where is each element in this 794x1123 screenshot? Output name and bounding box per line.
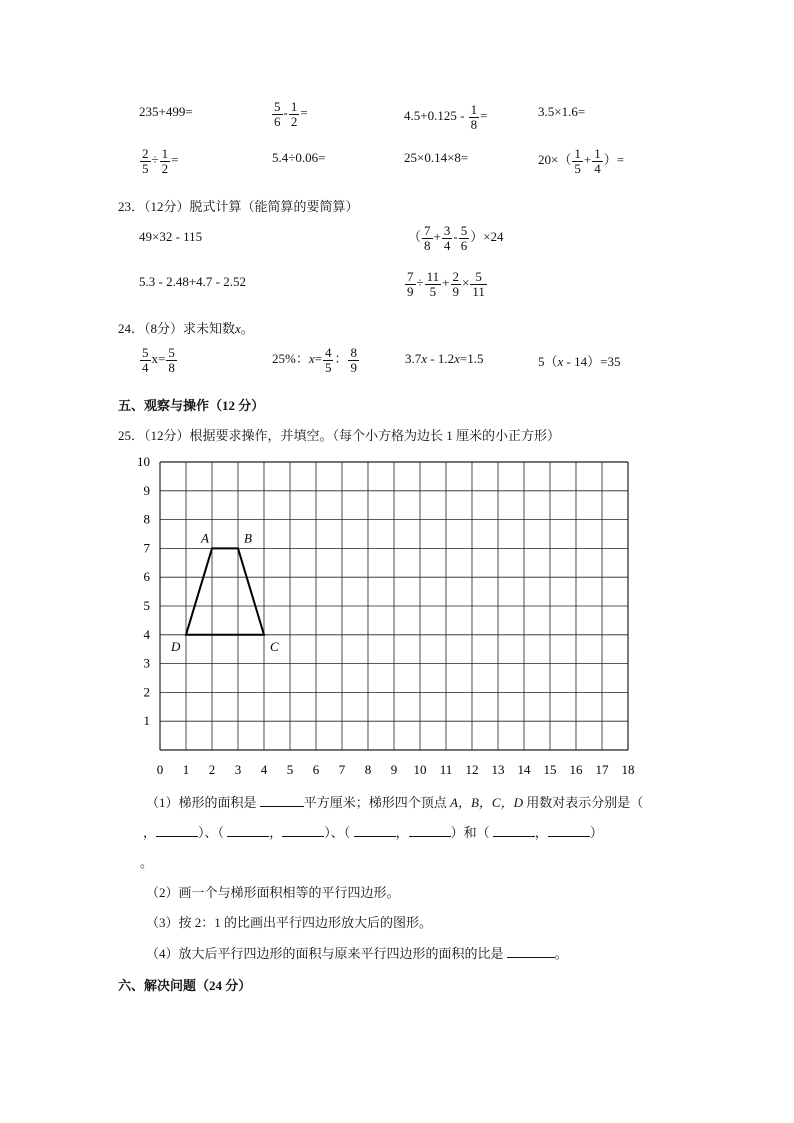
part-text: ）、（ [198,825,228,840]
denominator: 4 [142,359,149,375]
x-tick-label: 11 [439,762,453,777]
x-tick-label: 1 [182,762,190,777]
part-text: 平方厘米；梯形四个顶点 [303,795,451,810]
part-text: ）和（ [450,825,493,840]
vertex-label-b: B [244,530,252,546]
numerator: 5 [460,223,468,238]
denominator: 4 [594,160,601,176]
denominator: 9 [350,359,357,375]
expr-text: 4.5+0.125 - [404,108,468,124]
vertex-label-d: D [171,638,181,654]
denominator: 2 [290,113,298,129]
expr-2 [271,100,308,128]
colon: ： [334,351,348,367]
expr-text: 25%： [272,351,309,367]
denominator: 4 [443,237,451,253]
expr-6: 5.4÷0.06= [272,150,326,165]
answer-blank[interactable] [354,824,396,837]
q24-eq-a [139,346,178,374]
question-24-title [118,318,254,337]
answer-blank[interactable] [409,824,451,837]
x-tick-label: 5 [286,762,294,777]
numerator: 1 [290,99,298,114]
section-5-heading: 五、观察与操作（12 分） [118,398,265,413]
denominator: 6 [274,113,281,129]
expr-text: ）= [603,152,625,168]
y-tick-label: 6 [143,569,150,585]
y-tick-label: 10 [137,454,150,469]
fraction [405,270,416,298]
x-axis-labels [157,762,635,777]
answer-blank[interactable] [282,824,324,837]
numerator: 8 [350,345,357,360]
x-tick-label: 9 [390,762,398,777]
denominator: 11 [472,283,485,299]
expr-5 [139,147,178,175]
expr-3 [404,103,488,131]
operator: + [442,275,450,291]
numerator: 2 [142,146,149,161]
title-text: 24．（8分）求未知数 [118,321,236,336]
x-tick-label: 10 [413,762,427,777]
section-6-heading: 六、解决问题（24 分） [118,978,252,993]
operator: ÷ [416,275,424,291]
q24-eq-d [538,351,620,370]
denominator: 6 [460,237,468,253]
expr-text: - 14）=35 [563,354,621,369]
answer-blank[interactable] [260,794,304,807]
y-tick-label: 8 [143,511,150,527]
equals: = [300,105,308,121]
q23-expr-d [404,270,488,298]
numerator: 7 [424,223,431,238]
q25-part-1-line-2 [143,822,603,841]
answer-blank[interactable] [227,824,269,837]
fraction [469,103,480,131]
denominator: 5 [574,160,581,176]
numerator: 4 [324,345,332,360]
expr-text: - 1.2 [427,351,455,366]
x-tick-label: 4 [260,762,268,777]
variable: x [151,351,158,367]
equals: = [480,108,488,124]
numerator: 5 [142,345,149,360]
numerator: 5 [470,270,487,285]
fraction [451,270,462,298]
equals: = [314,351,322,367]
denominator: 8 [168,359,175,375]
x-tick-label: 17 [595,762,609,777]
fraction [572,147,583,175]
vertex-label-a: A [201,530,209,546]
operator: + [583,152,592,168]
fraction [166,346,177,374]
grid-lines [160,462,628,750]
y-tick-label: 4 [143,626,150,642]
part-text: 。 [554,946,568,961]
numerator: 3 [443,223,451,238]
operator: ÷ [151,152,159,168]
part-text: （1）梯形的面积是 [146,795,260,810]
equals: = [171,152,179,168]
fraction [272,100,283,128]
fraction [289,100,300,128]
variable: x [308,351,315,367]
fraction [470,270,487,298]
numerator: 1 [161,146,169,161]
expr-text: =1.5 [459,351,484,366]
part-text: ， [534,825,548,840]
vertex-label-c: C [270,638,279,654]
q25-part-4 [146,943,568,962]
operator: - [283,105,288,121]
numerator: 5 [168,345,175,360]
denominator: 8 [424,237,431,253]
x-tick-label: 18 [621,762,635,777]
expr-8 [538,147,624,175]
y-tick-label: 7 [143,540,150,556]
denominator: 5 [142,160,149,176]
denominator: 8 [470,116,478,132]
variable: x [235,321,241,336]
fraction [422,224,433,252]
fraction [323,346,334,374]
part-text: ） [589,825,603,840]
part-text: （4）放大后平行四边形的面积与原来平行四边形的面积的比是 [146,946,507,961]
denominator: 5 [324,359,332,375]
equals: = [158,351,166,367]
answer-blank[interactable] [507,945,555,958]
q23-expr-b [408,224,504,252]
fraction [459,224,470,252]
denominator: 2 [161,160,169,176]
x-tick-label: 16 [569,762,583,777]
x-tick-label: 8 [364,762,372,777]
y-tick-label: 2 [143,684,150,700]
expr-4: 3.5×1.6= [538,104,586,119]
denominator: 5 [429,283,437,299]
x-tick-label: 3 [234,762,242,777]
q25-part-2: （2）画一个与梯形面积相等的平行四边形。 [146,885,400,900]
expr-text: 3.7 [405,351,422,366]
y-tick-label: 3 [143,655,150,671]
expr-7: 25×0.14×8= [404,150,469,165]
variable: x [454,351,460,366]
y-tick-label: 1 [143,713,150,729]
y-tick-label: 5 [143,598,150,613]
numerator: 5 [274,99,281,114]
x-tick-label: 2 [208,762,216,777]
answer-blank[interactable] [493,824,535,837]
title-text: 。 [240,321,254,336]
vertex-labels: A，B，C，D [450,795,523,810]
x-tick-label: 12 [465,762,479,777]
x-tick-label: 7 [338,762,346,777]
expr-text: 5（ [538,354,558,369]
part-text: ， [269,825,283,840]
x-tick-label: 15 [543,762,557,777]
coordinate-grid [130,450,650,785]
denominator: 9 [452,283,460,299]
variable: x [421,351,428,366]
paren: ）×24 [470,229,504,245]
x-tick-label: 6 [312,762,320,777]
numerator: 11 [426,269,440,284]
fraction [160,147,171,175]
q23-expr-a: 49×32 - 115 [139,229,203,244]
paren: （ [408,229,422,245]
part-text: ）、（ [324,825,354,840]
part-text: ， [143,825,157,840]
question-25-title: 25．（12分）根据要求操作，并填空。（每个小方格为边长 1 厘米的小正方形） [118,428,561,443]
variable: x [557,354,564,369]
x-tick-label: 14 [517,762,531,777]
part-text: ， [395,825,409,840]
denominator: 9 [407,283,414,299]
trapezoid-outline [186,548,264,634]
fraction [140,147,151,175]
answer-blank[interactable] [156,824,198,837]
q25-part-1 [146,792,643,811]
fraction [425,270,442,298]
operator: - [453,229,458,245]
y-tick-label: 9 [143,482,150,498]
question-23-title: 23．（12分）脱式计算（能简算的要简算） [118,199,359,214]
numerator: 1 [574,146,581,161]
q23-expr-c: 5.3 - 2.48+4.7 - 2.52 [139,274,246,289]
x-tick-label: 13 [491,762,505,777]
operator: × [462,275,470,291]
numerator: 7 [407,269,414,284]
expr-text: 20×（ [538,152,572,168]
q25-part-1-line-3: 。 [140,855,154,870]
q24-eq-c [405,351,484,367]
answer-blank[interactable] [548,824,590,837]
numerator: 1 [594,146,601,161]
q25-part-3: （3）按 2：1 的比画出平行四边形放大后的图形。 [146,915,433,930]
fraction [348,346,359,374]
numerator: 2 [452,269,460,284]
expr-1: 235+499= [139,104,193,119]
fraction [140,346,151,374]
fraction [592,147,603,175]
fraction [442,224,453,252]
y-axis-labels [137,454,151,728]
x-tick-label: 0 [156,762,164,777]
q24-eq-b [272,346,360,374]
part-text: 用数对表示分别是（ [522,795,644,810]
numerator: 1 [470,102,478,117]
operator: + [433,229,441,245]
